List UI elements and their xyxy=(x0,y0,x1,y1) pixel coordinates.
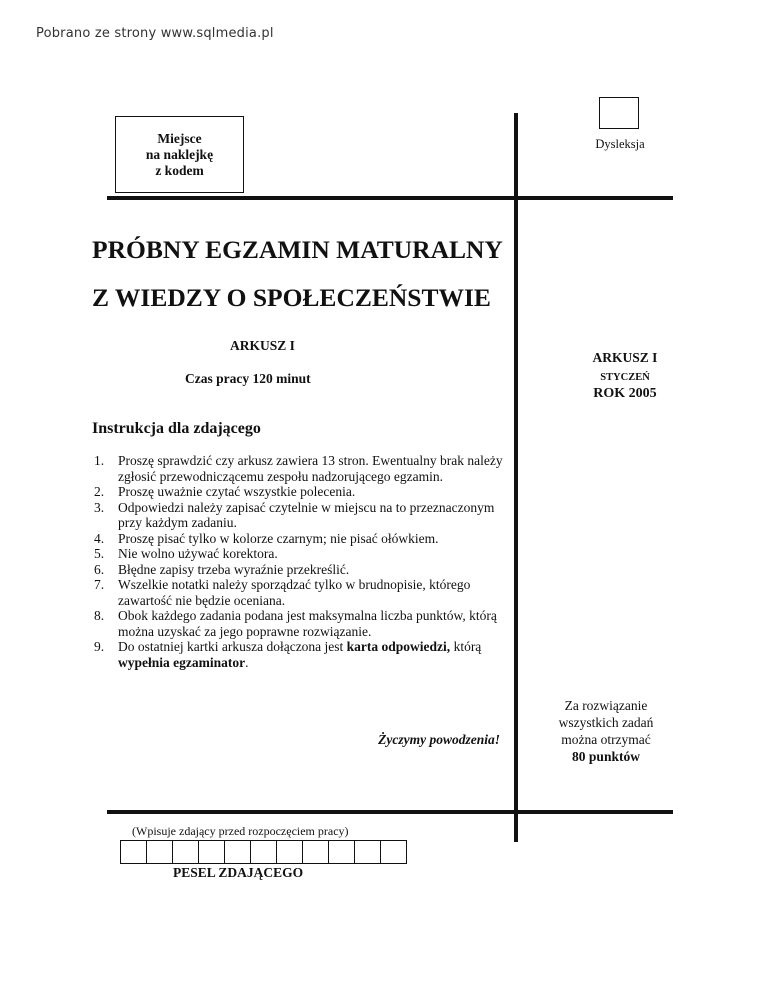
pesel-input-boxes[interactable] xyxy=(120,840,406,864)
instruction-text: którą xyxy=(450,639,482,654)
pesel-digit-box[interactable] xyxy=(302,840,329,864)
sheet-label-right: ARKUSZ I xyxy=(592,350,658,365)
instruction-text: Proszę pisać tylko w kolorze czarnym; nie pisać ołówkiem. xyxy=(118,530,439,546)
exam-title-line-2: Z WIEDZY O SPOŁECZEŃSTWIE xyxy=(92,283,491,312)
instruction-text: Odpowiedzi należy zapisać czytelnie w miejscu na to przeznaczonym przy każdym zadaniu. xyxy=(118,499,495,530)
instruction-number: 3. xyxy=(94,499,105,515)
sheet-label-left: ARKUSZ I xyxy=(230,338,295,353)
bottom-horizontal-divider xyxy=(107,810,673,814)
instruction-text: Błędne zapisy trzeba wyraźnie przekreślić. xyxy=(118,561,350,577)
instruction-number: 1. xyxy=(94,453,105,468)
instruction-text: Proszę uważnie czytać wszystkie polecenia. xyxy=(118,484,356,499)
points-info xyxy=(528,697,684,765)
instruction-number: 4. xyxy=(94,530,105,546)
instruction-text: . xyxy=(245,654,249,670)
pesel-digit-box[interactable] xyxy=(380,840,407,864)
instruction-number: 7. xyxy=(94,577,105,592)
instruction-item xyxy=(94,500,519,531)
sticker-line-2: na naklejkę xyxy=(145,146,214,162)
sticker-line-1: Miejsce xyxy=(157,130,202,146)
instruction-item xyxy=(94,453,519,484)
points-line-3: można otrzymać xyxy=(561,732,651,747)
pesel-digit-box[interactable] xyxy=(172,840,199,864)
pesel-digit-box[interactable] xyxy=(354,840,381,864)
exam-year: ROK 2005 xyxy=(593,386,657,401)
dyslexia-checkbox[interactable] xyxy=(599,97,639,129)
points-line-1: Za rozwiązanie xyxy=(564,698,648,713)
source-note: Pobrano ze strony www.sqlmedia.pl xyxy=(36,26,274,41)
dyslexia-label: Dysleksja xyxy=(595,137,645,151)
instruction-text: Do ostatniej kartki arkusza dołączona jest xyxy=(118,639,347,654)
instruction-number: 9. xyxy=(94,639,105,654)
pesel-digit-box[interactable] xyxy=(146,840,173,864)
pesel-digit-box[interactable] xyxy=(250,840,277,864)
instruction-item xyxy=(94,608,519,639)
sticker-line-3: z kodem xyxy=(155,162,204,178)
instruction-number: 2. xyxy=(94,484,105,499)
instruction-item xyxy=(94,546,519,562)
time-limit: Czas pracy 120 minut xyxy=(185,371,311,386)
exam-month: STYCZEŃ xyxy=(600,372,650,383)
instruction-number: 6. xyxy=(94,561,105,577)
pesel-digit-box[interactable] xyxy=(224,840,251,864)
pesel-label: PESEL ZDAJĄCEGO xyxy=(173,865,304,880)
instruction-text: Wszelkie notatki należy sporządzać tylko w brudnopisie, którego zawartość nie będzie oceniana. xyxy=(118,577,471,608)
instruction-item xyxy=(94,577,519,608)
top-horizontal-divider xyxy=(107,196,673,200)
instruction-item xyxy=(94,562,519,578)
instructions-list xyxy=(94,453,519,670)
instruction-item xyxy=(94,484,519,500)
pesel-instruction: (Wpisuje zdający przed rozpoczęciem pracy) xyxy=(132,824,349,838)
pesel-digit-box[interactable] xyxy=(198,840,225,864)
instruction-item xyxy=(94,531,519,547)
pesel-digit-box[interactable] xyxy=(276,840,303,864)
instruction-bold-answer-card: karta odpowiedzi, xyxy=(346,639,451,654)
pesel-digit-box[interactable] xyxy=(120,840,147,864)
instruction-number: 5. xyxy=(94,546,105,561)
instruction-text: Obok każdego zadania podana jest maksymalna liczba punktów, którą można uzyskać za jego poprawne rozwiązanie. xyxy=(118,608,497,639)
pesel-digit-box[interactable] xyxy=(328,840,355,864)
sticker-placeholder-box xyxy=(115,116,244,193)
instruction-text: Proszę sprawdzić czy arkusz zawiera 13 stron. Ewentualny brak należy zgłosić przewodniczącemu zespołu nadzorującego egzamin. xyxy=(118,453,503,484)
instruction-bold-examiner: wypełnia egzaminator xyxy=(118,654,246,670)
instruction-text: Nie wolno używać korektora. xyxy=(118,546,278,561)
points-total: 80 punktów xyxy=(572,749,640,764)
instruction-number: 8. xyxy=(94,608,105,623)
exam-title-line-1: PRÓBNY EGZAMIN MATURALNY xyxy=(92,235,503,264)
points-line-2: wszystkich zadań xyxy=(558,715,654,730)
instructions-heading: Instrukcja dla zdającego xyxy=(92,420,261,437)
good-luck-wish: Życzymy powodzenia! xyxy=(378,732,500,747)
instruction-item xyxy=(94,639,519,670)
